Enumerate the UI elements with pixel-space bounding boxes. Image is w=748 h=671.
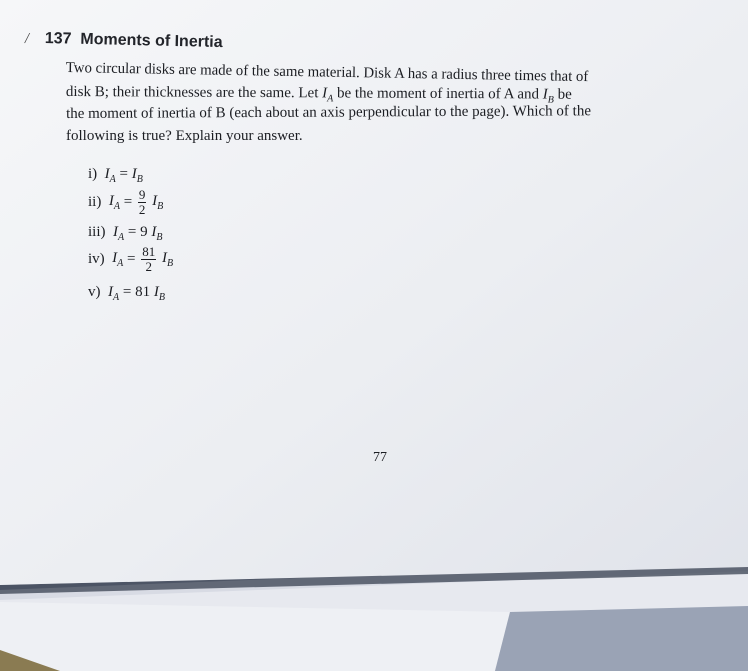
section-number: 137	[44, 30, 72, 48]
option-iii: iii) $I_A = 9$ $I_B$	[88, 224, 163, 243]
symbol-ib: $I_B$	[542, 86, 554, 106]
option-v: v) $I_A = 81$ $I_B$	[88, 284, 165, 303]
problem-line-2: disk B; their thicknesses are the same. Let $I_A$ be the moment of inertia of A and $I_B$ be	[65, 84, 572, 106]
section-heading	[45, 30, 223, 52]
fraction-81-over-2: $\frac{81}{2}$	[142, 244, 156, 274]
section-title: Moments of Inertia	[80, 30, 223, 52]
fraction-9-over-2: $\frac{9}{2}$	[138, 187, 146, 217]
option-iv: iv) $I_A$ = $\frac{81}{2}$ $I_B$	[88, 244, 174, 274]
option-i: i) $I_A = I_B$	[88, 166, 143, 185]
problem-line-1: Two circular disks are made of the same material. Disk A has a radius three times that of	[65, 60, 589, 86]
symbol-ia: $I_A$	[322, 85, 334, 105]
problem-line-4: following is true? Explain your answer.	[66, 128, 303, 144]
margin-mark: /	[23, 30, 31, 48]
option-ii: ii) $I_A$ = $\frac{9}{2}$ $I_B$	[88, 187, 164, 217]
problem-line-3: the moment of inertia of B (each about an axis perpendicular to the page). Which of the	[66, 103, 592, 122]
page-number: 77	[373, 450, 387, 465]
